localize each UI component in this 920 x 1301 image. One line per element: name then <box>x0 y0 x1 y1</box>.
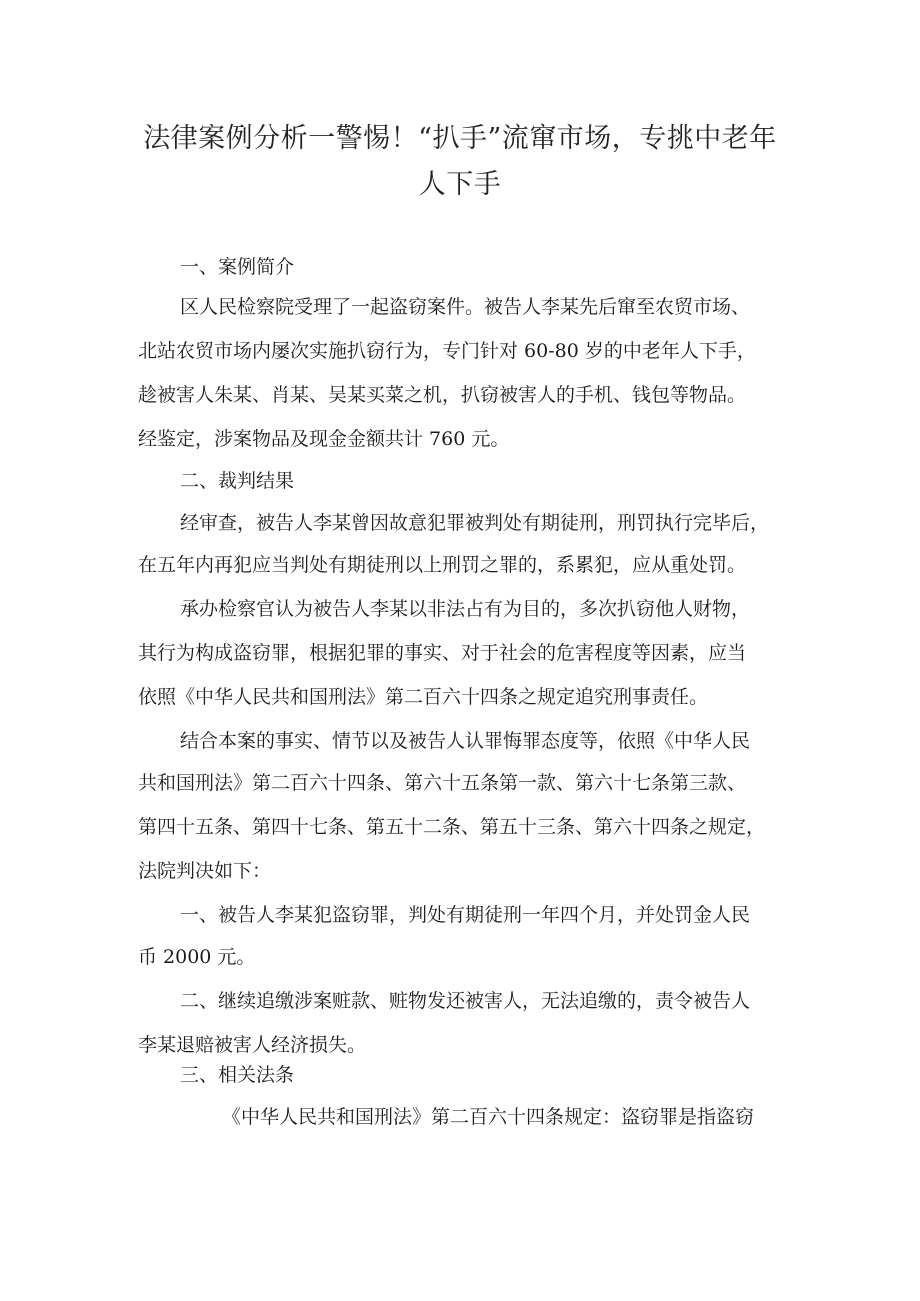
paragraph-line: 在五年内再犯应当判处有期徒刑以上刑罚之罪的，系累犯，应从重处罚。 <box>138 554 747 576</box>
paragraph-line: 经审查，被告人李某曾因故意犯罪被判处有期徒刑，刑罚执行完毕后， <box>180 512 770 534</box>
paragraph-line: 北站农贸市场内屡次实施扒窃行为，专门针对 60-80 岁的中老年人下手， <box>138 340 756 362</box>
paragraph-line: 依照《中华人民共和国刑法》第二百六十四条之规定追究刑事责任。 <box>138 686 709 708</box>
paragraph-line: 法院判决如下： <box>138 860 272 882</box>
paragraph-line: 《中华人民共和国刑法》第二百六十四条规定：盗窃罪是指盗窃 <box>222 1106 755 1128</box>
paragraph-line: 李某退赔被害人经济损失。 <box>138 1034 367 1056</box>
paragraph-line: 区人民检察院受理了一起盗窃案件。被告人李某先后窜至农贸市场、 <box>180 296 751 318</box>
paragraph-line: 共和国刑法》第二百六十四条、第六十五条第一款、第六十七条第三款、 <box>138 772 747 794</box>
paragraph-line: 币 2000 元。 <box>138 946 256 968</box>
paragraph-line: 一、被告人李某犯盗窃罪，判处有期徒刑一年四个月，并处罚金人民 <box>180 904 751 926</box>
paragraph-line: 其行为构成盗窃罪，根据犯罪的事实、对于社会的危害程度等因素，应当 <box>138 642 747 664</box>
section-heading-judgment: 二、裁判结果 <box>180 470 295 492</box>
title-line-1: 法律案例分析一警惕！“扒手”流窜市场，专挑中老年 <box>143 123 777 154</box>
paragraph-line: 结合本案的事实、情节以及被告人认罪悔罪态度等，依照《中华人民 <box>180 730 751 752</box>
paragraph-line: 承办检察官认为被告人李某以非法占有为目的，多次扒窃他人财物， <box>180 598 751 620</box>
paragraph-line: 第四十五条、第四十七条、第五十二条、第五十三条、第六十四条之规定， <box>138 816 766 838</box>
section-heading-related-law: 三、相关法条 <box>180 1064 295 1086</box>
paragraph-line: 经鉴定，涉案物品及现金金额共计 760 元。 <box>138 428 510 450</box>
paragraph-line: 趁被害人朱某、肖某、吴某买菜之机，扒窃被害人的手机、钱包等物品。 <box>138 384 747 406</box>
document-title <box>120 116 800 208</box>
title-line-2: 人下手 <box>418 169 502 200</box>
section-heading-case-summary: 一、案例简介 <box>180 256 295 278</box>
paragraph-line: 二、继续追缴涉案赃款、赃物发还被害人，无法追缴的，责令被告人 <box>180 990 751 1012</box>
